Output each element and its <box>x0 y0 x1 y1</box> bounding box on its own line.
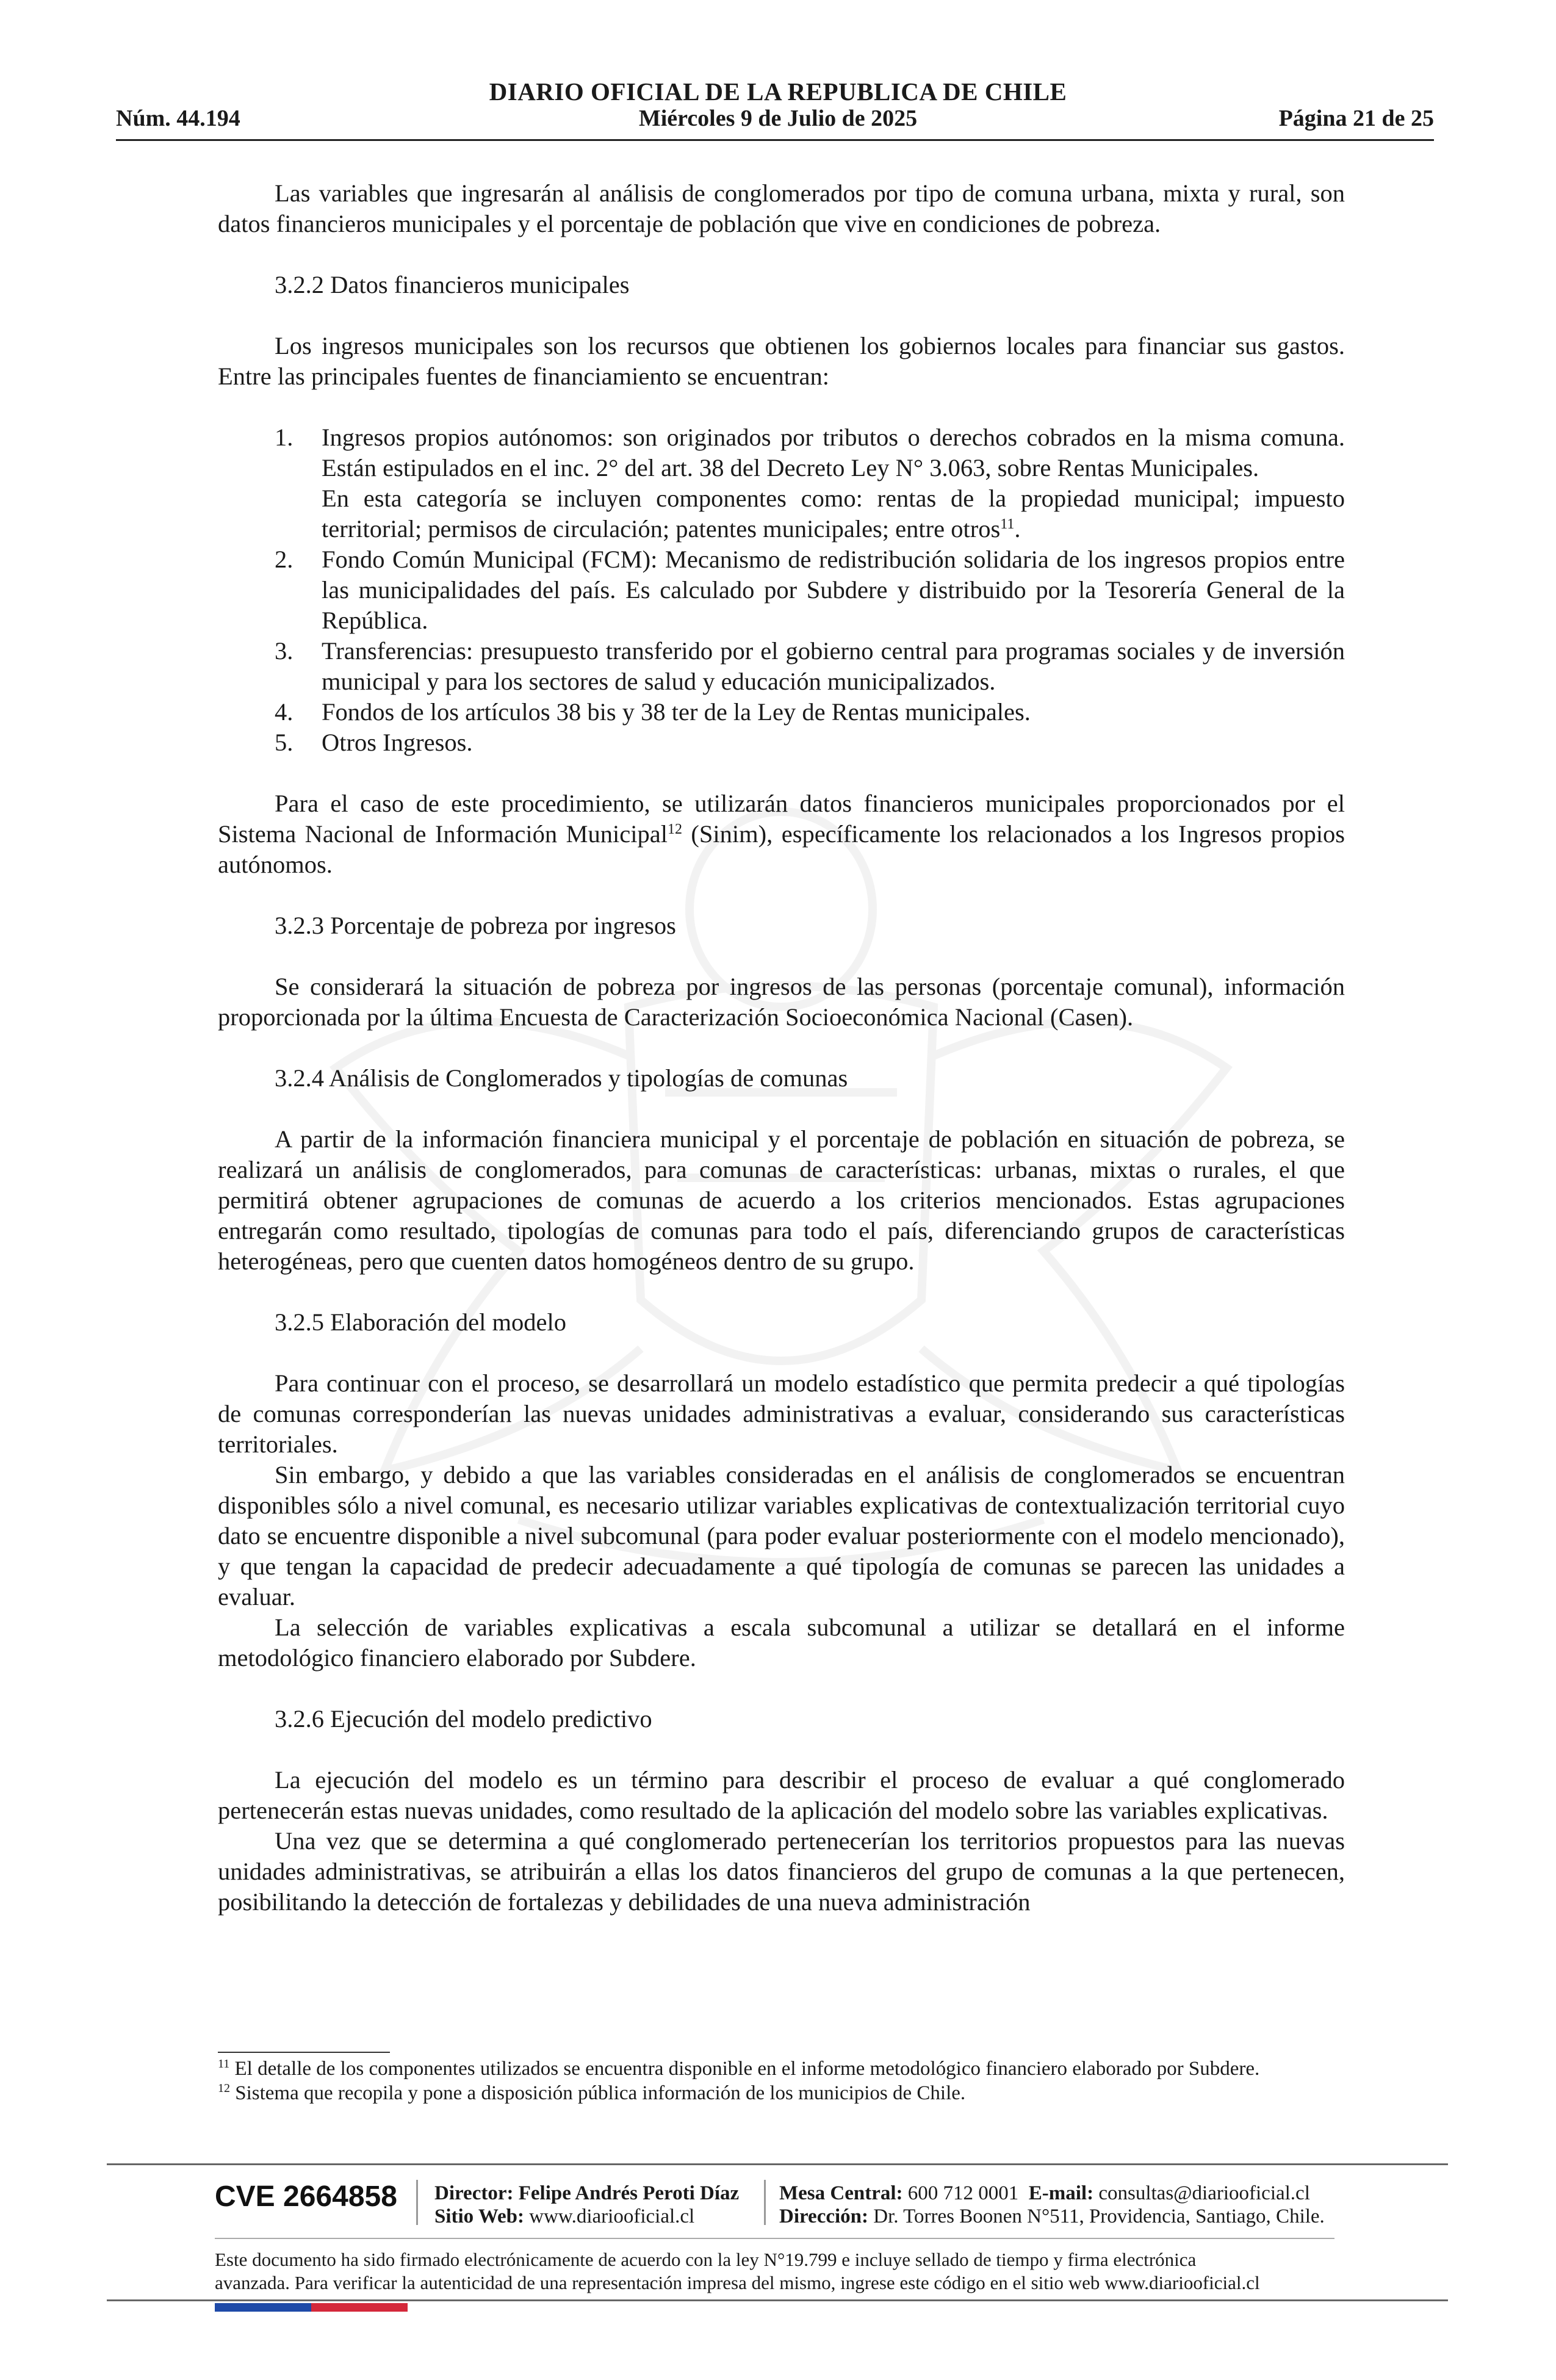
website-link[interactable]: www.diariooficial.cl <box>529 2205 695 2227</box>
cve-code: CVE 2664858 <box>215 2180 397 2213</box>
list-item: 4. Fondos de los artículos 38 bis y 38 ter de la Ley de Rentas municipales. <box>275 698 1031 726</box>
newspaper-title: DIARIO OFICIAL DE LA REPUBLICA DE CHILE <box>489 78 1067 106</box>
section-heading-3-2-2: 3.2.2 Datos financieros municipales <box>275 271 630 298</box>
paragraph: Se considerará la situación de pobreza por ingresos de las personas (porcentaje comunal), información proporcionada por la última Encuesta de Caracterización Socioeconómica Nacional (Casen). <box>218 973 1345 1031</box>
intro-paragraph: Las variables que ingresarán al análisis de conglomerados por tipo de comuna urbana, mixta y rural, son datos financieros municipales y el porcentaje de población que vive en condiciones de pobreza. <box>218 179 1345 237</box>
flag-stripe-red <box>311 2303 408 2312</box>
section-heading-3-2-6: 3.2.6 Ejecución del modelo predictivo <box>275 1705 652 1733</box>
footnote: $^{12}$ Sistema que recopila y pone a disposición pública información de los municipios de Chile. <box>218 2082 966 2104</box>
footer-director-info: Director: Felipe Andrés Peroti Díaz Sitio Web: www.diariooficial.cl <box>434 2182 740 2227</box>
footer-divider <box>107 2299 1448 2301</box>
footer-separator <box>764 2180 766 2225</box>
section-heading-3-2-5: 3.2.5 Elaboración del modelo <box>275 1308 566 1336</box>
flag-stripe-blue <box>215 2303 311 2312</box>
legal-notice: Este documento ha sido firmado electrónicamente de acuerdo con la ley N°19.799 e incluye sellado de tiempo y firma electrónica avanzada. Para verificar la autenticidad de una representación impresa del mismo, ingrese este código en el sitio web www.diariooficial.cl <box>215 2249 1260 2293</box>
list-item: 5. Otros Ingresos. <box>275 729 473 756</box>
list-item: 2. Fondo Común Municipal (FCM): Mecanismo de redistribución solidaria de los ingresos propios entre las municipalidades del país. Es calculado por Subdere y distribuido por la Tesorería General de la República. <box>275 546 1345 634</box>
income-sources-list <box>218 422 1345 758</box>
paragraph: Sin embargo, y debido a que las variables consideradas en el análisis de conglomerados se encuentran disponibles sólo a nivel comunal, es necesario utilizar variables explicativas de contextualización territorial cuyo dato se encuentre disponible a nivel subcomunal (para poder evaluar posteriormente con el modelo mencionado), y que tengan la capacidad de predecir adecuadamente a qué tipología de comunas se parecen las unidades a evaluar. <box>218 1461 1345 1610</box>
footnotes <box>218 2057 1345 2105</box>
paragraph: Para el caso de este procedimiento, se utilizarán datos financieros municipales proporcionados por el Sistema Nacional de Información Municipal$^{12}$ (Sinim), específicamente los relacionados a los Ingresos propios autónomos. <box>218 790 1345 878</box>
paragraph: La selección de variables explicativas a escala subcomunal a utilizar se detallará en el informe metodológico financiero elaborado por Subdere. <box>218 1614 1345 1671</box>
footnote-ref[interactable]: 11 <box>1000 516 1015 532</box>
footer-contact-info: Mesa Central: 600 712 0001 E-mail: consultas@diariooficial.cl Dirección: Dr. Torres Boonen N°511, Providencia, Santiago, Chile. <box>779 2182 1325 2227</box>
footer-divider <box>107 2163 1448 2165</box>
footnote-divider <box>218 2052 390 2053</box>
issue-number: Núm. 44.194 <box>116 106 240 131</box>
paragraph: La ejecución del modelo es un término para describir el proceso de evaluar a qué conglomerado pertenecerán estas nuevas unidades, como resultado de la aplicación del modelo sobre las variables explicativas. <box>218 1766 1345 1824</box>
footnote-ref[interactable]: 12 <box>667 821 682 837</box>
footer-divider <box>215 2238 1334 2239</box>
email-link[interactable]: consultas@diariooficial.cl <box>1098 2182 1310 2204</box>
section-heading-3-2-3: 3.2.3 Porcentaje de pobreza por ingresos <box>275 912 676 939</box>
page-number: Página 21 de 25 <box>1278 106 1434 131</box>
paragraph: Los ingresos municipales son los recursos que obtienen los gobiernos locales para financiar sus gastos. Entre las principales fuentes de financiamiento se encuentran: <box>218 332 1345 390</box>
header-divider <box>116 139 1434 141</box>
list-item: En esta categoría se incluyen componentes como: rentas de la propiedad municipal; impuesto territorial; permisos de circulación; patentes municipales; entre otros$^{11}$. <box>322 485 1345 543</box>
article-body <box>218 178 1345 1917</box>
footer-separator <box>416 2180 418 2225</box>
list-item: 3. Transferencias: presupuesto transferido por el gobierno central para programas sociales y de inversión municipal y para los sectores de salud y educación municipalizados. <box>275 637 1345 695</box>
issue-date: Miércoles 9 de Julio de 2025 <box>638 106 918 131</box>
paragraph: Una vez que se determina a qué conglomerado pertenecerían los territorios propuestos para las nuevas unidades administrativas, se atribuirán a ellas los datos financieros del grupo de comunas a la que pertenecen, posibilitando la detección de fortalezas y debilidades de una nueva administración <box>218 1827 1345 1916</box>
paragraph: A partir de la información financiera municipal y el porcentaje de población en situación de pobreza, se realizará un análisis de conglomerados, para comunas de características: urbanas, mixtas o rurales, el que permitirá obtener agrupaciones de comunas de acuerdo a los criterios mencionados. Estas agrupaciones entregarán como resultado, tipologías de comunas para todo el país, diferenciando grupos de características heterogéneas, pero que cuenten datos homogéneos dentro de su grupo. <box>218 1125 1345 1275</box>
section-heading-3-2-4: 3.2.4 Análisis de Conglomerados y tipologías de comunas <box>275 1064 848 1092</box>
footnote: $^{11}$ El detalle de los componentes utilizados se encuentra disponible en el informe metodológico financiero elaborado por Subdere. <box>218 2057 1260 2080</box>
paragraph: Para continuar con el proceso, se desarrollará un modelo estadístico que permita predecir a qué tipologías de comunas corresponderían las nuevas unidades administrativas a evaluar, considerando sus características territoriales. <box>218 1369 1345 1458</box>
list-item: 1. Ingresos propios autónomos: son originados por tributos o derechos cobrados en la misma comuna. Están estipulados en el inc. 2° del art. 38 del Decreto Ley N° 3.063, sobre Rentas Municipales. <box>275 424 1345 481</box>
